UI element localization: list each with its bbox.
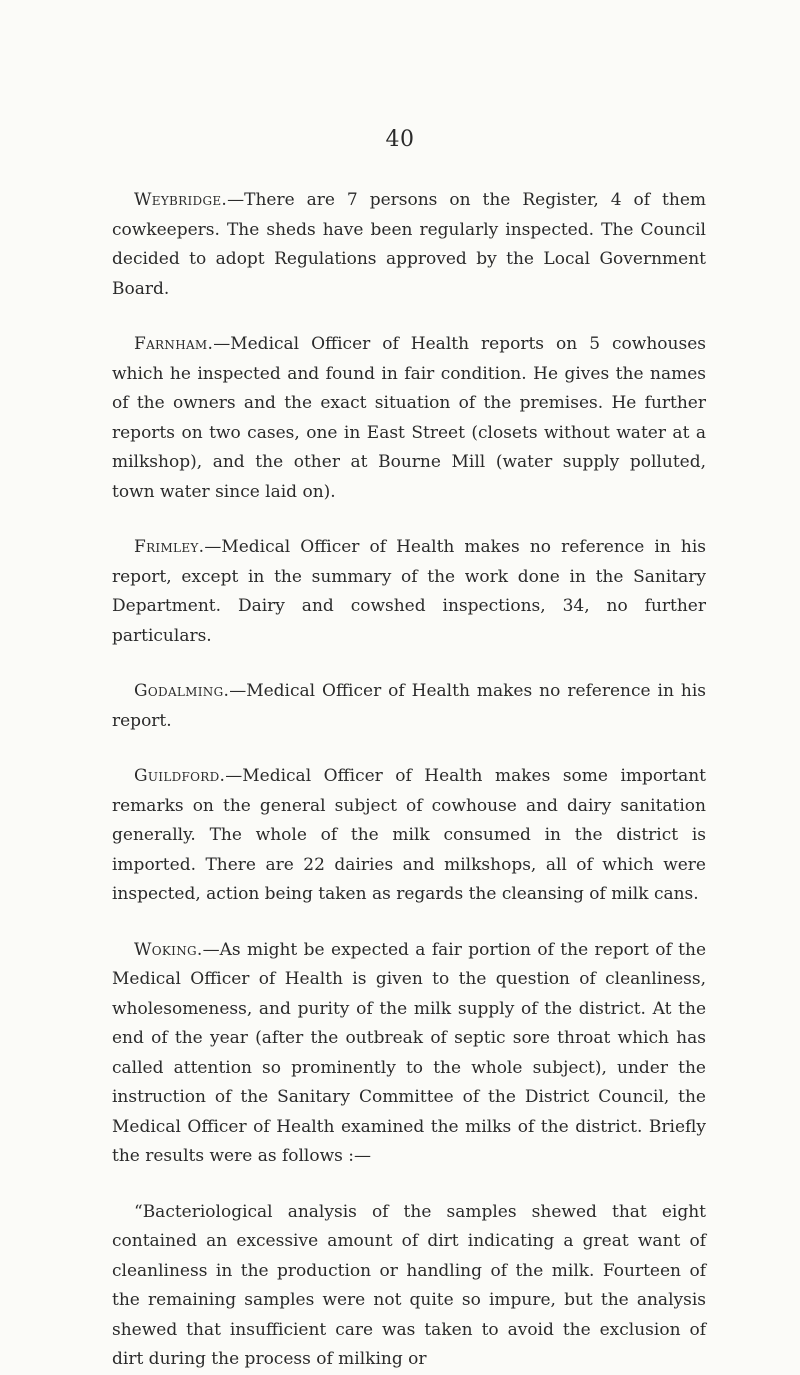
place-heading: Farnham.	[134, 334, 214, 354]
place-heading: Guildford.	[134, 766, 226, 786]
paragraph-woking	[112, 936, 706, 1172]
document-body	[112, 186, 706, 1375]
paragraph-farnham	[112, 330, 706, 507]
quoted-report: “Bacteriological analysis of the samples shewed that eight contained an excessive amount of dirt indicating a great want of cleanliness in the production or handling of the milk. Fourteen of the remaining samples were not quite so impure, but the analysis shewed that insufficient care was taken to avoid the exclusion of dirt during the process of milking or	[112, 1201, 706, 1369]
paragraph-text: —Medical Officer of Health reports on 5 cowhouses which he inspected and found in fair condition. He gives the names of the owners and the exact situation of the premises. He further reports on two cases, one in East Street (closets without water at a milkshop), and the other at Bourne Mill (water supply polluted, town water since laid on).	[112, 334, 706, 502]
paragraph-text: —There are 7 persons on the Register, 4 of them cowkeepers. The sheds have been regularly inspected. The Council decided to adopt Regulations approved by the Local Government Board.	[112, 190, 706, 299]
paragraph-text: —As might be expected a fair portion of the report of the Medical Officer of Health is given to the question of cleanliness, wholesomeness, and purity of the milk supply of the district. At the end of the year (after the outbreak of septic sore throat which has called attention so prominently to the whole subject), under the instruction of the Sanitary Committee of the District Council, the Medical Officer of Health examined the milks of the district. Briefly the results were as follows :—	[112, 939, 706, 1166]
place-heading: Godalming.	[134, 681, 230, 701]
paragraph-guildford	[112, 762, 706, 910]
paragraph-frimley	[112, 533, 706, 651]
place-heading: Weybridge.	[134, 190, 228, 210]
paragraph-text: —Medical Officer of Health makes no reference in his report, except in the summary of the work done in the Sanitary Department. Dairy and cowshed inspections, 34, no further particulars.	[112, 537, 706, 646]
place-heading: Frimley.	[134, 537, 205, 557]
paragraph-text: —Medical Officer of Health makes no reference in his report.	[112, 681, 706, 731]
page-number: 40	[385, 127, 415, 152]
paragraph-godalming	[112, 677, 706, 736]
paragraph-weybridge	[112, 186, 706, 304]
paragraph-text: —Medical Officer of Health makes some important remarks on the general subject of cowhouse and dairy sanitation generally. The whole of the milk consumed in the district is imported. There are 22 dairies and milkshops, all of which were inspected, action being taken as regards the cleansing of milk cans.	[112, 766, 706, 904]
place-heading: Woking.	[134, 939, 203, 960]
